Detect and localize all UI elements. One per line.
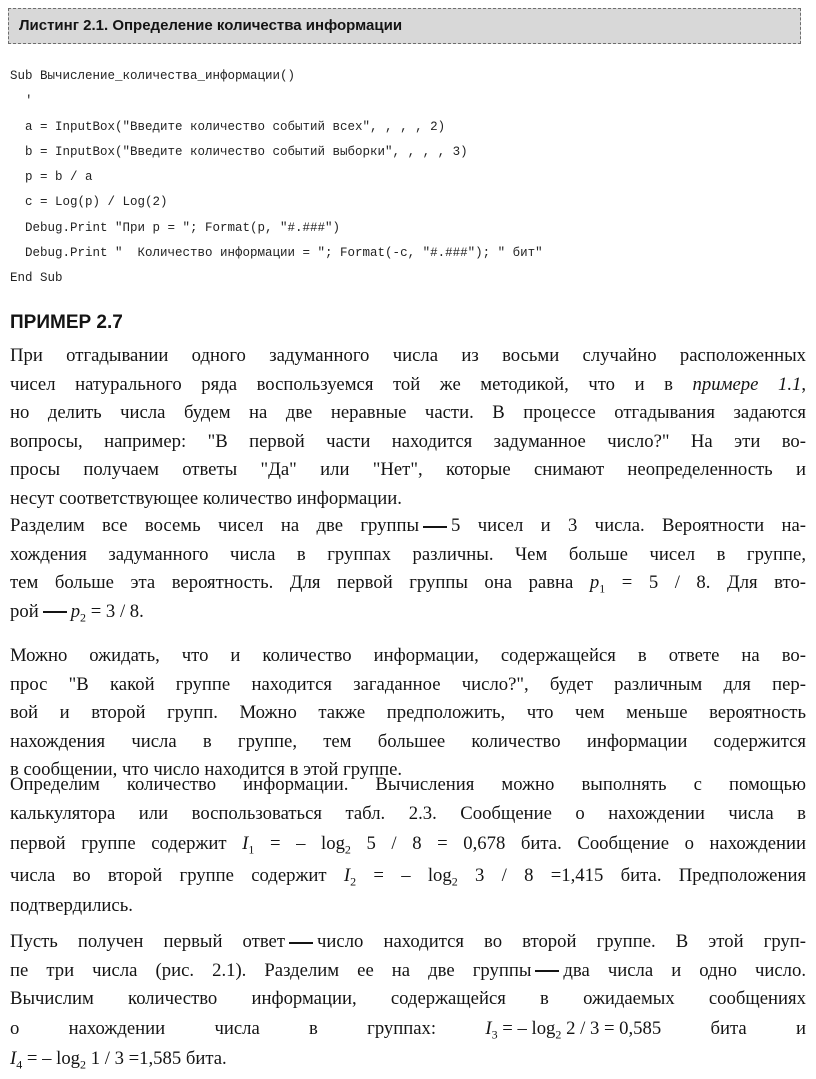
text-line: Вычислим количество информации, содержащейся в ожидаемых сообщениях (10, 988, 806, 1009)
formula-i4: $I_4$ = – $\log_2 1 / 3 =1,585$ (10, 1047, 182, 1072)
text-line: просы получаем ответы "Да" или "Нет", которые снимают неопределенность и (10, 459, 806, 480)
formula-p2: $p_2 = 3 / 8$ (70, 600, 140, 625)
code-line: End Sub (10, 271, 63, 286)
formula-i1: $I_1$ = – $\log_2 5 / 8 = 0,678$ (242, 833, 506, 857)
text-line: хождения задуманного числа в группах различны. Чем больше чисел в группе, (10, 543, 806, 565)
text-line: пе три числа (рис. 2.1). Разделим ее на две группы два числа и одно число. (10, 959, 806, 981)
text-line: При отгадывании одного задуманного числа из восьми случайно расположенных (10, 345, 806, 366)
text-line: вой и второй групп. Можно также предположить, что чем меньше вероятность (10, 702, 806, 723)
text-line: подтвердились. (10, 895, 133, 916)
example-heading: ПРИМЕР 2.7 (10, 312, 123, 333)
formula-i3: $I_3$ = – $\log_2 2 / 3 = 0,585$ (485, 1017, 662, 1042)
code-line: Debug.Print " Количество информации = "; Format(-c, "#.###"); " бит" (10, 246, 543, 261)
paragraph-3 (10, 642, 806, 785)
listing-title: Листинг 2.1. Определение количества информации (8, 8, 801, 44)
code-line: b = InputBox("Введите количество событий выборки", , , , 3) (10, 144, 468, 159)
text-line: первой группе содержит $I_1$ = – $\log_2 5 / 8 = 0,678$ бита. Сообщение о нахождении (10, 833, 807, 857)
code-line: p = b / a (10, 170, 93, 185)
code-line: Debug.Print "При p = "; Format(p, "#.###") (10, 220, 341, 235)
em-dash (423, 526, 447, 528)
text-line: вопросы, например: "В первой части находится задуманное число?" На эти во- (10, 430, 806, 452)
code-line: a = InputBox("Введите количество событий всех", , , , 2) (10, 119, 446, 134)
text-line: чисел натурального ряда воспользуемся той же методикой, что и в примере 1.1, (10, 373, 807, 395)
paragraph-4 (10, 771, 806, 921)
text-line: тем больше эта вероятность. Для первой группы она равна $p_1 = 5 / 8$. Для вто- (10, 572, 807, 596)
paragraph-5 (10, 928, 806, 1074)
paragraph-1 (10, 342, 806, 513)
em-dash (535, 970, 559, 972)
code-line: Sub Вычисление_количества_информации() (10, 69, 296, 83)
text-line: калькулятора или воспользоваться табл. 2.3. Сообщение о нахождении числа в (10, 802, 806, 824)
paragraph-2 (10, 512, 806, 626)
text-line: рой $p_2 = 3 / 8$. (10, 600, 144, 625)
text-line: Определим количество информации. Вычисления можно выполнять с помощью (10, 774, 806, 795)
em-dash (289, 942, 313, 944)
text-line: Можно ожидать, что и количество информации, содержащейся в ответе на во- (10, 645, 806, 666)
em-dash (43, 611, 67, 613)
text-line: Разделим все восемь чисел на две группы 5 чисел и 3 числа. Вероятности на- (10, 515, 807, 536)
text-line: несут соответствующее количество информации. (10, 487, 402, 509)
example-reference: примере 1.1 (692, 373, 802, 395)
text-line: о нахождении числа в группах: $I_3$ = – $\log_2 2 / 3 = 0,585$ бита и (10, 1014, 806, 1044)
text-line: в сообщении, что число находится в этой группе. (10, 759, 403, 780)
text-line: но делить числа будем на две неравные части. В процессе отгадывания задаются (10, 402, 806, 423)
code-listing (10, 64, 543, 292)
code-line: c = Log(p) / Log(2) (10, 195, 168, 210)
formula-i2: $I_2$ = – $\log_2 3 / 8 =1,415$ (343, 865, 604, 889)
text-line: $I_4$ = – $\log_2 1 / 3 =1,585$ бита. (10, 1047, 227, 1072)
text-line: прос "В какой группе находится загаданное число?", будет различным для пер- (10, 673, 806, 695)
formula-p1: $p_1 = 5 / 8$ (589, 572, 706, 596)
text-line: числа во второй группе содержит $I_2$ = – $\log_2 3 / 8 =1,415$ бита. Предположения (10, 865, 807, 889)
text-line: Пусть получен первый ответ число находится во второй группе. В этой груп- (10, 931, 806, 952)
text-line: нахождения числа в группе, тем большее количество информации содержится (10, 730, 806, 752)
code-line: ' (10, 94, 33, 109)
